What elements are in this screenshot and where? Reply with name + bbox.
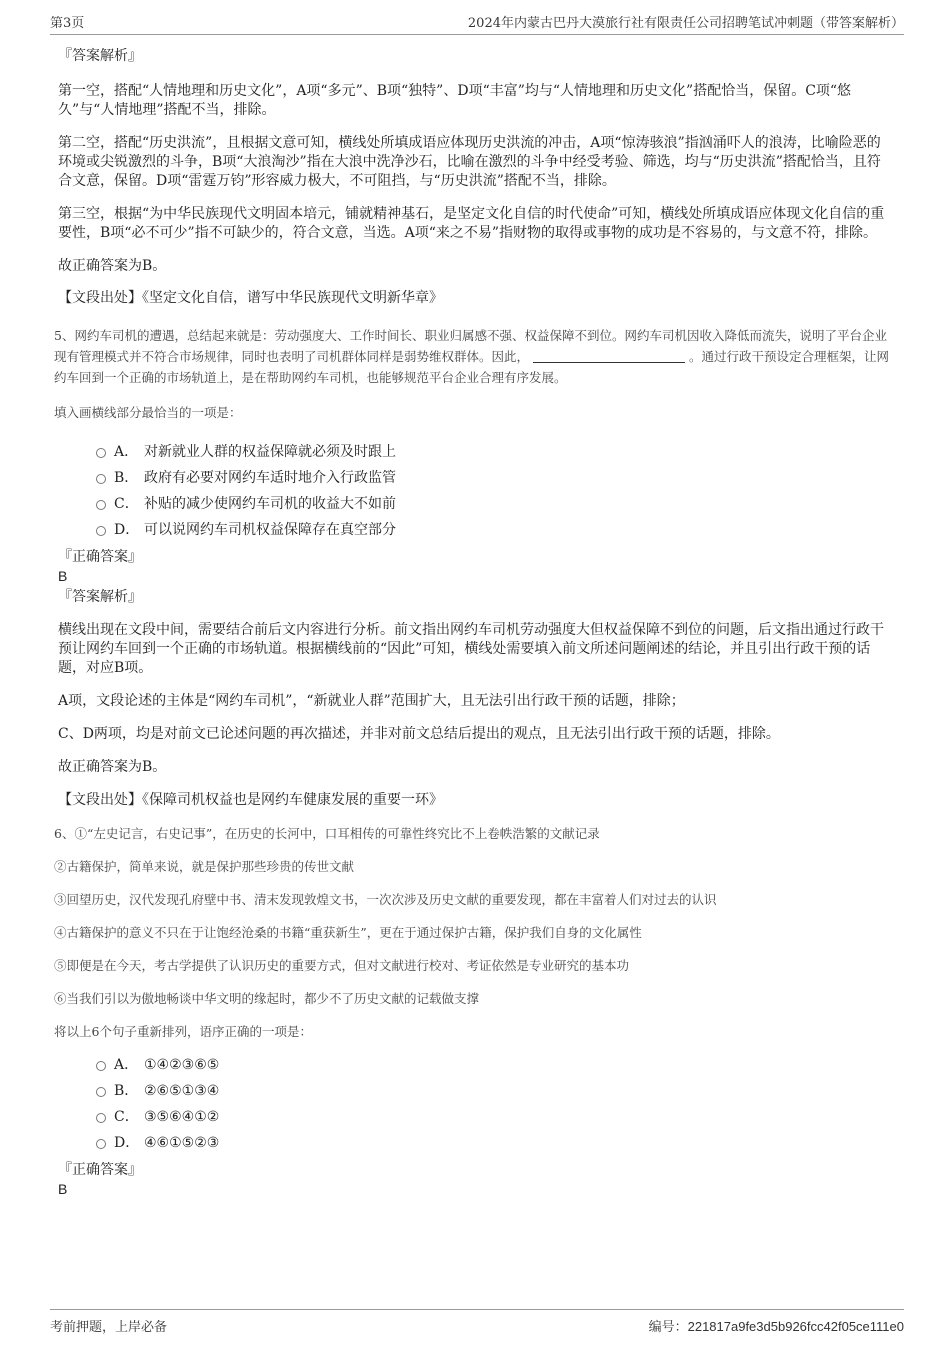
q5-option-b[interactable] [58, 465, 890, 491]
q6-sentence-4: ④古籍保护的意义不只在于让饱经沧桑的书籍“重获新生”，更在于通过保护古籍，保护我们自身的文化属性 [54, 925, 642, 940]
option-letter: C． [114, 496, 139, 512]
option-text: 对新就业人群的权益保障就必须及时跟上 [144, 444, 396, 460]
document-code-value: 221817a9fe3d5b926fcc42f05ce111e0 [687, 1319, 904, 1334]
document-title: 2024年内蒙古巴丹大漠旅行社有限责任公司招聘笔试冲刺题（带答案解析） [467, 16, 904, 31]
option-letter: B． [114, 1083, 139, 1099]
option-letter: D． [114, 522, 140, 538]
page-number: 第3页 [50, 16, 85, 31]
radio-icon[interactable] [96, 500, 106, 510]
option-letter: B． [114, 470, 139, 486]
option-letter: A． [114, 1057, 139, 1073]
q6-answer: B [58, 1181, 68, 1197]
q5-stem-part1: 5、网约车司机的遭遇，总结起来就是：劳动强度大、工作时间长、职业归属感不强、权益保障不到位。网约车司机因收入降低而流失，说明了平台企业现有管理模式并不符合市场规律，同时也表明了司机群体同样是弱势维权群体。因此， [54, 328, 887, 364]
option-letter: A． [114, 444, 139, 460]
q5-analysis-p2: A项，文段论述的主体是“网约车司机”，“新就业人群”范围扩大，且无法引出行政干预的话题，排除； [58, 693, 685, 709]
option-letter: C． [114, 1109, 139, 1125]
q5-answer: B [58, 568, 68, 584]
q6-sentence-3: ③回望历史，汉代发现孔府壁中书、清末发现敦煌文书，一次次涉及历史文献的重要发现，都在丰富着人们对过去的认识 [54, 892, 717, 907]
option-text: 补贴的减少使网约车司机的收益大不如前 [144, 496, 396, 512]
q5-option-c[interactable] [58, 491, 890, 517]
q5-conclusion: 故正确答案为B。 [58, 759, 167, 775]
radio-icon[interactable] [96, 1139, 106, 1149]
option-text: 可以说网约车司机权益保障存在真空部分 [144, 522, 396, 538]
radio-icon[interactable] [96, 1087, 106, 1097]
option-text: ②⑥⑤①③④ [144, 1083, 220, 1099]
q4-source: 【文段出处】《坚定文化自信，谱写中华民族现代文明新华章》 [58, 290, 443, 306]
q5-stem-part2: 。通过行政干预设定合理框架，让网约车回到一个正确的市场轨道上，是在帮助网约车司机，也能够规范平台企业合理有序发展。 [54, 349, 890, 385]
q4-analysis-p1: 第一空，搭配“人情地理和历史文化”，A项“多元”、B项“独特”、D项“丰富”均与“人情地理和历史文化”搭配恰当，保留。C项“悠久”与“人情地理”搭配不当，排除。 [58, 83, 852, 118]
q6-sentence-5: ⑤即便是在今天，考古学提供了认识历史的重要方式，但对文献进行校对、考证依然是专业研究的基本功 [54, 958, 630, 973]
option-text: ④⑥①⑤②③ [144, 1135, 220, 1151]
q5-answer-label: 『正确答案』 [58, 549, 142, 565]
radio-icon[interactable] [96, 1061, 106, 1071]
radio-icon[interactable] [96, 474, 106, 484]
q5-source: 【文段出处】《保障司机权益也是网约车健康发展的重要一环》 [58, 792, 443, 808]
q5-analysis-label: 『答案解析』 [58, 589, 142, 605]
q6-sentence-2: ②古籍保护，简单来说，就是保护那些珍贵的传世文献 [54, 859, 355, 874]
option-text: ③⑤⑥④①② [144, 1109, 220, 1125]
radio-icon[interactable] [96, 1113, 106, 1123]
option-text: 政府有必要对网约车适时地介入行政监管 [144, 470, 396, 486]
q5-fill-blank [533, 350, 685, 363]
q5-analysis-p3: C、D两项，均是对前文已论述问题的再次描述，并非对前文总结后提出的观点，且无法引出行政干预的话题，排除。 [58, 726, 780, 742]
q6-option-c[interactable] [58, 1104, 890, 1130]
footer-slogan: 考前押题，上岸必备 [50, 1320, 168, 1335]
document-code [649, 1316, 904, 1335]
option-text: ①④②③⑥⑤ [144, 1057, 220, 1073]
q6-prompt: 将以上6个句子重新排列，语序正确的一项是： [54, 1024, 312, 1039]
q6-option-d[interactable] [58, 1130, 890, 1156]
option-letter: D． [114, 1135, 140, 1151]
q5-prompt: 填入画横线部分最恰当的一项是： [54, 405, 242, 420]
q6-sentence-6: ⑥当我们引以为傲地畅谈中华文明的缘起时，都少不了历史文献的记载做支撑 [54, 991, 480, 1006]
q6-options [58, 1052, 890, 1156]
page-content [54, 44, 890, 1198]
q6-option-a[interactable] [58, 1052, 890, 1078]
q6-sentence-1: 6、①“左史记言，右史记事”，在历史的长河中，口耳相传的可靠性终究比不上卷帙浩繁的文献记录 [54, 826, 600, 841]
q5-option-a[interactable] [58, 439, 890, 465]
page-footer [50, 1309, 904, 1333]
q5-stem [54, 325, 890, 388]
q4-analysis-label: 『答案解析』 [58, 48, 142, 64]
radio-icon[interactable] [96, 448, 106, 458]
page-header [50, 12, 904, 35]
q5-analysis-p1: 横线出现在文段中间，需要结合前后文内容进行分析。前文指出网约车司机劳动强度大但权益保障不到位的问题，后文指出通过行政干预让网约车回到一个正确的市场轨道。根据横线前的“因此”可知，横线处需要填入前文所述问题阐述的结论，并且引出行政干预的话题，对应B项。 [58, 622, 884, 676]
q4-conclusion: 故正确答案为B。 [58, 258, 167, 274]
document-code-label: 编号： [648, 1319, 688, 1334]
q5-options [58, 439, 890, 543]
radio-icon[interactable] [96, 526, 106, 536]
q5-option-d[interactable] [58, 517, 890, 543]
q4-analysis-p2: 第二空，搭配“历史洪流”，且根据文意可知，横线处所填成语应体现历史洪流的冲击，A项“惊涛骇浪”指汹涌吓人的浪涛，比喻险恶的环境或尖锐激烈的斗争，B项“大浪淘沙”指在大浪中洗净沙石，比喻在激烈的斗争中经受考验、筛选，均与“历史洪流”搭配恰当，且符合文意，保留。D项“雷霆万钧”形容威力极大，不可阻挡，与“历史洪流”搭配不当，排除。 [58, 135, 881, 189]
q6-option-b[interactable] [58, 1078, 890, 1104]
q6-answer-label: 『正确答案』 [58, 1162, 142, 1178]
q4-analysis-p3: 第三空，根据“为中华民族现代文明固本培元，铺就精神基石，是坚定文化自信的时代使命”可知，横线处所填成语应体现文化自信的重要性，B项“必不可少”指不可缺少的，符合文意，当选。A项“来之不易”指财物的取得或事物的成功是不容易的，与文意不符，排除。 [58, 206, 885, 241]
